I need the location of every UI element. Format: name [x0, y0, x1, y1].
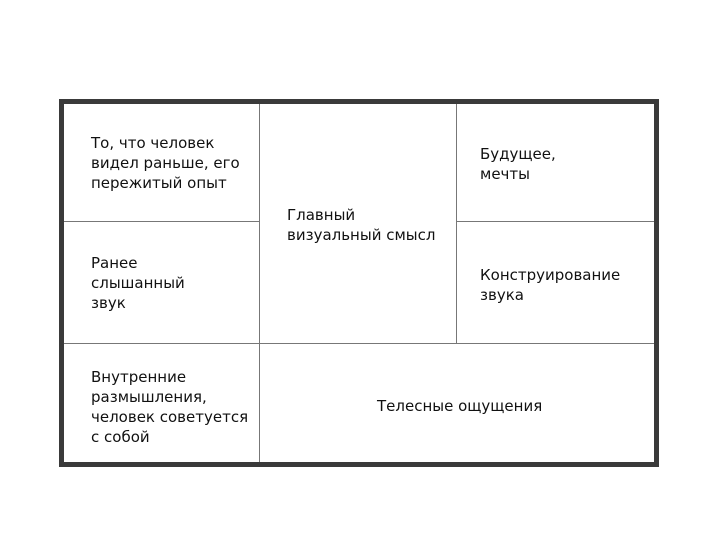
- cell-previously-heard-sound: [91, 253, 185, 313]
- cell-line: мечты: [480, 165, 530, 183]
- cell-line: Внутренние: [91, 368, 187, 386]
- cell-line: Телесные ощущения: [377, 397, 543, 415]
- cell-main-visual-meaning: [287, 205, 435, 245]
- divider-horizontal-full: [64, 343, 654, 344]
- cell-line: человек советуется: [91, 408, 249, 426]
- cell-line: звук: [91, 294, 126, 312]
- cell-line: размышления,: [91, 388, 207, 406]
- divider-horizontal-right-1: [456, 221, 654, 222]
- cell-bodily-sensations: [377, 396, 542, 416]
- cell-line: То, что человек: [91, 134, 215, 152]
- cell-inner-reflection: [91, 367, 248, 447]
- cell-future: [480, 144, 556, 184]
- cell-line: пережитый опыт: [91, 174, 227, 192]
- cell-line: Ранее: [91, 254, 138, 272]
- cell-line: с собой: [91, 428, 150, 446]
- divider-vertical-right-top: [456, 104, 457, 343]
- divider-horizontal-left-1: [64, 221, 259, 222]
- cell-line: Конструирование: [480, 266, 621, 284]
- divider-vertical-left: [259, 104, 260, 462]
- cell-line: видел раньше, его: [91, 154, 240, 172]
- cell-line: визуальный смысл: [287, 226, 436, 244]
- cell-line: звука: [480, 286, 524, 304]
- cell-line: Главный: [287, 206, 356, 224]
- cell-line: слышанный: [91, 274, 185, 292]
- diagram-frame: [59, 99, 659, 467]
- cell-line: Будущее,: [480, 145, 556, 163]
- cell-past-experience: [91, 133, 240, 193]
- cell-sound-construction: [480, 265, 620, 305]
